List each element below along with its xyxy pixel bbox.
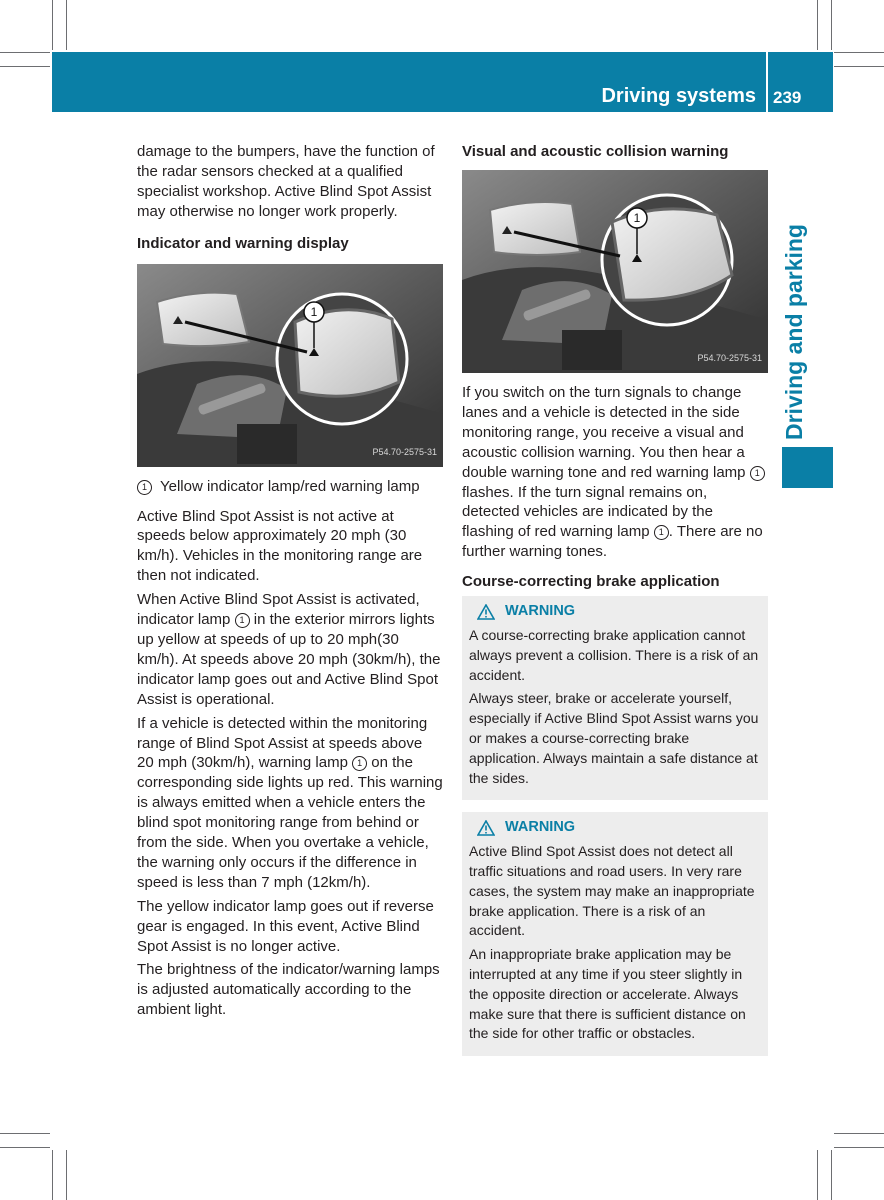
- caption-text: Yellow indicator lamp/red warning lamp: [160, 477, 420, 495]
- warning-text: An inappropriate brake application may be interrupted at any time if you steer slightly in the opposite direction or accelerate. Always make sure that there is sufficient distance on the side for other traffic or obstacles.: [469, 946, 746, 1042]
- crop-mark: [834, 1133, 884, 1134]
- warning-triangle-icon: [477, 820, 495, 836]
- mirror-illustration: [462, 170, 768, 373]
- intro-paragraph: damage to the bumpers, have the function of the radar sensors checked at a qualified specialist workshop. Active Blind Spot Assist may otherwise no longer work properly.: [137, 143, 435, 220]
- mirror-figure: [462, 170, 768, 373]
- side-tab-label: Driving and parking: [781, 224, 807, 440]
- crop-mark: [52, 1150, 53, 1200]
- paragraph-text: If a vehicle is detected within the monitoring range of Blind Spot Assist at speeds above 20 mph (30km/h), warning lamp: [137, 714, 428, 772]
- warning-header: [477, 818, 761, 838]
- warning-text: A course-correcting brake application cannot always prevent a collision. There is a risk of an accident.: [469, 626, 759, 683]
- heading-indicator-display: Indicator and warning display: [137, 234, 349, 252]
- svg-text:1: 1: [633, 211, 641, 225]
- right-column: [462, 142, 768, 1068]
- page-number: 239: [773, 88, 802, 107]
- callout-number: 1: [352, 756, 367, 771]
- header-divider: [766, 52, 768, 112]
- paragraph-text: flashes. If the turn signal remains on, detected vehicles are indicated by the flashing of red warning lamp: [462, 483, 713, 541]
- callout-number: 1: [750, 466, 765, 481]
- paragraph: Active Blind Spot Assist is not active at speeds below approximately 20 mph (30 km/h). Vehicles in the monitoring range are then not indicated.: [137, 507, 423, 585]
- warning-text: Always steer, brake or accelerate yourself, especially if Active Blind Spot Assist warns you or makes a course-correcting brake application. Always maintain a safe distance at the sides.: [469, 690, 759, 786]
- crop-mark: [834, 66, 884, 67]
- crop-mark: [834, 1147, 884, 1148]
- crop-mark: [66, 1150, 67, 1200]
- paragraph-text: When Active Blind Spot Assist is activated, indicator lamp: [137, 591, 420, 629]
- crop-mark: [0, 66, 50, 67]
- crop-mark: [817, 1150, 818, 1200]
- warning-text: Active Blind Spot Assist does not detect all traffic situations and road users. In very rare cases, the system may make an inappropriate brake application. There is a risk of an accident.: [469, 843, 755, 939]
- heading-brake-application: Course-correcting brake application: [462, 573, 720, 591]
- left-column: [137, 142, 443, 1024]
- figure-code: P54.70-2575-31: [697, 353, 762, 364]
- warning-box: [462, 596, 768, 800]
- callout-number: 1: [654, 525, 669, 540]
- svg-text:1: 1: [310, 304, 318, 319]
- mirror-figure: [137, 264, 443, 467]
- paragraph: [137, 714, 443, 893]
- crop-mark: [0, 1147, 50, 1148]
- heading-collision-warning: Visual and acoustic collision warning: [462, 143, 729, 160]
- paragraph: [137, 590, 443, 709]
- crop-mark: [831, 0, 832, 50]
- section-title: Driving systems: [601, 85, 756, 107]
- figure-caption: [137, 477, 443, 497]
- paragraph: The yellow indicator lamp goes out if reverse gear is engaged. In this event, Active Blind Spot Assist is no longer active.: [137, 897, 434, 955]
- callout-number: 1: [137, 480, 152, 495]
- warning-box: [462, 812, 768, 1056]
- warning-triangle-icon: [477, 604, 495, 620]
- crop-mark: [66, 0, 67, 50]
- paragraph-text: If you switch on the turn signals to change lanes and a vehicle is detected in the side monitoring range, you receive a visual and acoustic collision warning. You then hear a double warning tone and red warning lamp: [462, 384, 746, 481]
- warning-header: [477, 602, 761, 622]
- crop-mark: [834, 52, 884, 53]
- paragraph-text: on the corresponding side lights up red. This warning is always emitted when a vehicle enters the blind spot monitoring range from behind or from the side. When you overtake a vehicle, the warning only occurs if the difference in speed is less than 7 mph (12km/h).: [137, 754, 443, 891]
- side-tab: [779, 224, 884, 440]
- crop-mark: [0, 52, 50, 53]
- side-tab-marker: [782, 447, 833, 488]
- warning-label: WARNING: [505, 603, 576, 620]
- callout-number: 1: [235, 613, 250, 628]
- paragraph: The brightness of the indicator/warning lamps is adjusted automatically according to the ambient light.: [137, 961, 440, 1019]
- crop-mark: [0, 1133, 50, 1134]
- figure-code: P54.70-2575-31: [372, 446, 437, 457]
- mirror-illustration: [137, 264, 443, 467]
- paragraph-text: . There are no further warning tones.: [462, 523, 763, 561]
- warning-label: WARNING: [505, 819, 576, 836]
- paragraph: [462, 383, 768, 562]
- crop-mark: [52, 0, 53, 50]
- crop-mark: [831, 1150, 832, 1200]
- crop-mark: [817, 0, 818, 50]
- paragraph-text: in the exterior mirrors lights up yellow at speeds of up to 20 mph(30 km/h). At speeds above 20 mph (30km/h), the indicator lamp goes out and Active Blind Spot Assist is operational.: [137, 611, 441, 708]
